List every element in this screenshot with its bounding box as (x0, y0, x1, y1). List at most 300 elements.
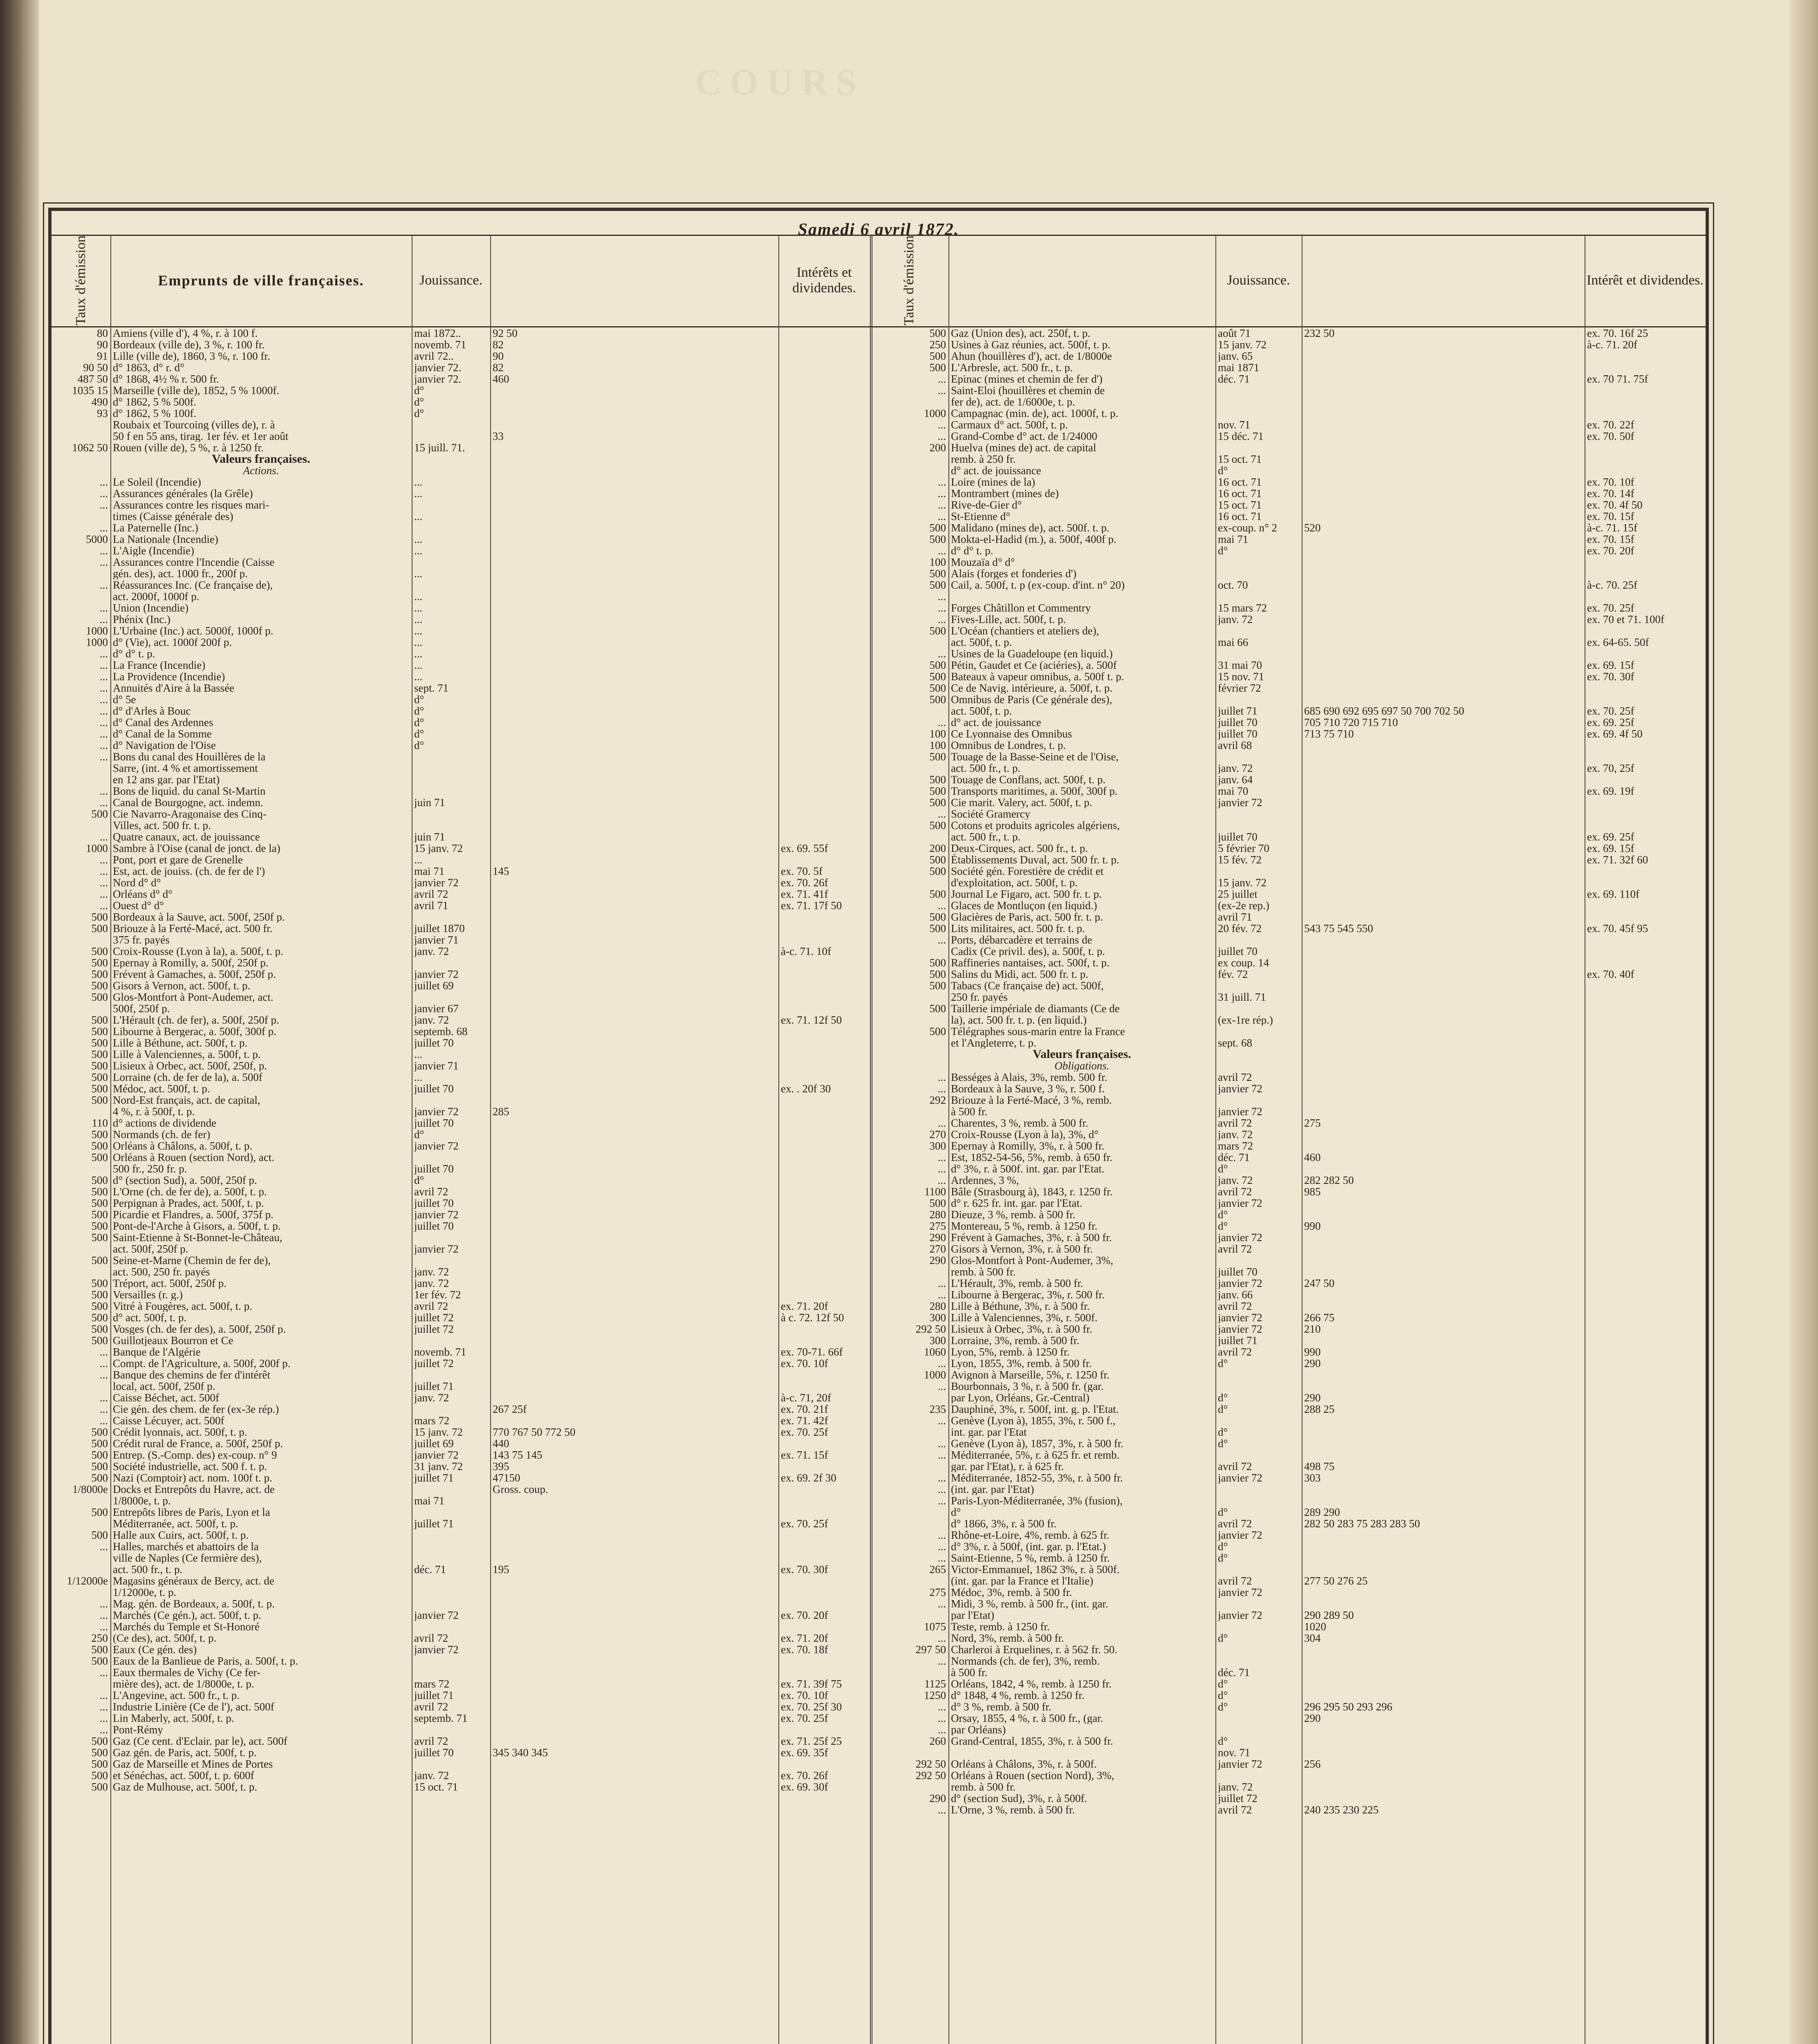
table-row (870, 1758, 1706, 1770)
dividend-cell (1585, 1232, 1687, 1243)
jouissance-cell: ... (414, 602, 423, 614)
dividend-cell (778, 1106, 870, 1117)
dividend-cell (778, 957, 870, 968)
dividend-cell (1585, 1003, 1687, 1014)
name-cell: Malidano (mines de), act. 500f. t. p. (951, 522, 1110, 533)
taux-cell: 90 (97, 339, 108, 350)
jouissance-cell: janvier 72 (414, 1209, 459, 1220)
name-cell: Lisieux à Orbec, act. 500f, 250f, p. (113, 1060, 267, 1071)
jouissance-cell: juillet 70 (414, 1083, 454, 1094)
name-cell: Usines à Gaz réunies, act. 500f, t. p. (951, 339, 1110, 350)
name-cell: L'Urbaine (Inc.) act. 5000f, 1000f p. (113, 625, 273, 637)
jouissance-cell (412, 808, 490, 820)
name-cell: Cail, a. 500f, t. p (ex-coup. d'int. n° 20) (951, 579, 1125, 591)
name-cell: Epinac (mines et chemin de fer d') (951, 373, 1103, 385)
price-cell (490, 476, 778, 488)
jouissance-cell (1215, 408, 1302, 419)
price-cell (490, 1598, 778, 1609)
name-cell: Quatre canaux, act. de jouissance (113, 831, 260, 843)
name-cell: Entrepôts libres de Paris, Lyon et la (113, 1506, 270, 1518)
page-title: Samedi 6 avril 1872. (798, 220, 959, 239)
name-cell: 500 fr., 250 fr. p. (113, 1163, 187, 1174)
jouissance-cell: janv. 72 (414, 1266, 449, 1278)
jouissance-cell: janv. 72 (414, 1770, 449, 1781)
table-row (52, 1472, 870, 1484)
price-cell: 685 690 692 695 697 50 700 702 50 (1304, 705, 1464, 717)
table-row (52, 1552, 870, 1564)
table-row (52, 1518, 870, 1529)
name-cell: Orléans à Rouen (section Nord), act. (113, 1152, 275, 1163)
price-cell (1302, 888, 1585, 900)
dividend-cell (778, 671, 870, 682)
jouissance-cell: ... (414, 1071, 423, 1083)
price-cell (1302, 854, 1585, 865)
jouissance-cell: ex coup. 14 (1218, 957, 1269, 968)
jouissance-cell (412, 991, 490, 1003)
table-row (52, 533, 870, 545)
table-row (52, 1323, 870, 1335)
taux-cell: 90 50 (83, 362, 108, 373)
jouissance-cell: janvier 72 (1218, 1312, 1262, 1323)
taux-cell (870, 1575, 948, 1587)
table-row (870, 1770, 1706, 1781)
price-cell (490, 762, 778, 774)
jouissance-cell: septemb. 71 (414, 1712, 468, 1724)
price-cell (1302, 591, 1585, 602)
table-row (52, 1484, 870, 1495)
table-row (870, 385, 1706, 396)
table-row (52, 671, 870, 682)
price-cell (490, 1312, 778, 1323)
price-cell (1302, 1071, 1585, 1083)
table-row (52, 717, 870, 728)
name-cell: Charleroi à Erquelines, r. à 562 fr. 50. (951, 1644, 1118, 1655)
name-cell: Marchés du Temple et St-Honoré (113, 1621, 260, 1632)
price-cell (490, 602, 778, 614)
table-row (870, 453, 1706, 465)
name-cell: Union (Incendie) (113, 602, 189, 614)
taux-cell: 500 (929, 785, 946, 797)
price-cell (490, 682, 778, 694)
taux-cell: 500 (929, 568, 946, 579)
taux-cell: ... (937, 900, 946, 911)
dividend-cell: ex. 70. 25f (1587, 602, 1634, 614)
price-cell (1302, 556, 1585, 568)
name-cell: Glaces de Montluçon (en liquid.) (951, 900, 1097, 911)
price-cell: 143 75 145 (493, 1449, 542, 1461)
dividend-cell: ex. 70. 15f (1587, 533, 1634, 545)
price-cell (1302, 339, 1585, 350)
price-cell (490, 900, 778, 911)
table-row (870, 1071, 1706, 1083)
name-cell: Transports maritimes, a. 500f, 300f p. (951, 785, 1118, 797)
taux-cell: ... (937, 1449, 946, 1461)
taux-cell (52, 774, 110, 785)
dividend-cell (778, 911, 870, 923)
taux-cell (870, 1506, 948, 1518)
jouissance-cell: janvier 72 (1218, 1529, 1262, 1541)
name-cell: Alais (forges et fonderies d') (951, 568, 1077, 579)
table-row (52, 808, 870, 820)
jouissance-cell (412, 774, 490, 785)
taux-cell: ... (99, 877, 108, 888)
dividend-cell (778, 1323, 870, 1335)
jouissance-cell: ... (414, 854, 423, 865)
jouissance-cell: 15 juill. 71. (414, 442, 465, 453)
taux-cell: 93 (97, 408, 108, 419)
jouissance-cell: juillet 1870 (414, 923, 465, 934)
table-row (870, 1644, 1706, 1655)
price-cell (490, 1724, 778, 1735)
taux-cell: ... (937, 1712, 946, 1724)
name-cell: Société gén. Forestière de crédit et (951, 865, 1104, 877)
dividend-cell: ex. . 20f 30 (781, 1083, 831, 1094)
dividend-cell (1585, 396, 1687, 408)
name-cell: act. 500 fr., t. p. (113, 1564, 183, 1575)
jouissance-cell (412, 762, 490, 774)
taux-cell: 292 50 (915, 1323, 946, 1335)
jouissance-cell: d° (1218, 1701, 1228, 1712)
name-cell: Sambre à l'Oise (canal de jonct. de la) (113, 843, 280, 854)
name-cell: Perpignan à Prades, act. 500f, t. p. (113, 1197, 264, 1209)
price-cell (490, 1335, 778, 1346)
taux-cell: ... (99, 1369, 108, 1381)
dividend-cell (778, 465, 870, 476)
jouissance-cell: 15 janv. 72 (414, 1426, 463, 1438)
name-cell: L'Hérault (ch. de fer), a. 500f, 250f p. (113, 1014, 279, 1026)
taux-cell: ... (937, 1358, 946, 1369)
table-row (52, 991, 870, 1003)
taux-cell (870, 1518, 948, 1529)
taux-cell: 290 (929, 1232, 946, 1243)
dividend-cell (1585, 1701, 1687, 1712)
table-row (870, 911, 1706, 923)
dividend-cell: ex. 70. 20f (1587, 545, 1634, 556)
taux-cell: 500 (91, 1300, 108, 1312)
price-cell: 498 75 (1304, 1461, 1335, 1472)
name-cell: Cie marit. Valery, act. 500f, t. p. (951, 797, 1092, 808)
jouissance-cell: janv. 72 (1218, 1174, 1253, 1186)
header-interets: Intérêts et dividendes. (792, 265, 856, 296)
jouissance-cell: juillet 72 (414, 1323, 454, 1335)
table-row (52, 1747, 870, 1758)
header-jouissance: Jouissance. (419, 273, 482, 288)
taux-cell: ... (937, 1804, 946, 1815)
jouissance-cell: janv. 72 (1218, 1129, 1253, 1140)
table-row (52, 1655, 870, 1667)
taux-cell: 500 (929, 694, 946, 705)
name-cell: Seine-et-Marne (Chemin de fer de), (113, 1255, 271, 1266)
name-cell: Valeurs françaises. (1033, 1049, 1131, 1060)
price-cell (1302, 1094, 1585, 1106)
price-cell (490, 1655, 778, 1667)
jouissance-cell (412, 1369, 490, 1381)
price-cell (1302, 1381, 1585, 1392)
jouissance-cell: janvier 72 (414, 1609, 459, 1621)
jouissance-cell: d° (1218, 1403, 1228, 1415)
dividend-cell (778, 362, 870, 373)
dividend-cell (1585, 1690, 1687, 1701)
jouissance-cell: mars 72 (414, 1415, 450, 1426)
dividend-cell: à-c. 71. 10f (781, 946, 831, 957)
price-cell (1302, 1140, 1585, 1152)
price-cell (490, 1346, 778, 1358)
dividend-cell (778, 831, 870, 843)
jouissance-cell: juillet 70 (1218, 728, 1258, 740)
table-row (52, 625, 870, 637)
dividend-cell (1585, 1358, 1687, 1369)
dividend-cell (778, 373, 870, 385)
price-cell (1302, 1529, 1585, 1541)
taux-cell: 500 (929, 1003, 946, 1014)
name-cell: Lisieux à Orbec, 3%, r. à 500 fr. (951, 1323, 1092, 1335)
dividend-cell (1585, 1026, 1687, 1037)
taux-cell: ... (99, 888, 108, 900)
table-row (870, 1575, 1706, 1587)
taux-cell: ... (99, 602, 108, 614)
jouissance-cell: 16 oct. 71 (1218, 476, 1262, 488)
dividend-cell (778, 1484, 870, 1495)
listing-rows (52, 327, 1706, 2044)
taux-cell: 1062 50 (72, 442, 108, 453)
price-cell (490, 808, 778, 820)
name-cell: d° act. de jouissance (951, 717, 1041, 728)
name-cell: Salins du Midi, act. 500 fr. t. p. (951, 968, 1088, 980)
price-cell: 145 (493, 865, 509, 877)
jouissance-cell: d° (1218, 1163, 1228, 1174)
name-cell: Montrambert (mines de) (951, 488, 1059, 499)
jouissance-cell (412, 1094, 490, 1106)
taux-cell: 500 (91, 1197, 108, 1209)
table-row (52, 968, 870, 980)
jouissance-cell: déc. 71 (414, 1564, 446, 1575)
name-cell: Roubaix et Tourcoing (villes de), r. à (113, 419, 275, 430)
jouissance-cell: 31 mai 70 (1218, 659, 1262, 671)
price-cell: 240 235 230 225 (1304, 1804, 1379, 1815)
jouissance-cell: janvier 67 (414, 1003, 459, 1014)
name-cell: Nord-Est français, act. de capital, (113, 1094, 260, 1106)
price-cell (490, 1255, 778, 1266)
dividend-cell (1585, 1266, 1687, 1278)
price-cell (490, 385, 778, 396)
dividend-cell (778, 1060, 870, 1071)
table-row (52, 511, 870, 522)
table-row (870, 1037, 1706, 1049)
dividend-cell (1585, 820, 1687, 831)
name-cell: Victor-Emmanuel, 1862 3%, r. à 500f. (951, 1564, 1120, 1575)
jouissance-cell (412, 1506, 490, 1518)
jouissance-cell: ... (414, 488, 423, 499)
taux-cell: 500 (91, 1335, 108, 1346)
jouissance-cell: janvier 71 (414, 934, 459, 946)
taux-cell (52, 1163, 110, 1174)
jouissance-cell (412, 1621, 490, 1632)
jouissance-cell (412, 1529, 490, 1541)
price-cell (1302, 1060, 1585, 1071)
table-row (870, 1266, 1706, 1278)
name-cell: Charentes, 3 %, remb. à 500 fr. (951, 1117, 1088, 1129)
price-cell: 47150 (493, 1472, 520, 1484)
price-cell (490, 1129, 778, 1140)
price-cell: 195 (493, 1564, 509, 1575)
taux-cell: 500 (91, 1014, 108, 1026)
name-cell: d° Canal de la Somme (113, 728, 212, 740)
dividend-cell (778, 408, 870, 419)
table-row (52, 568, 870, 579)
name-cell: 1/8000e, t. p. (113, 1495, 171, 1506)
price-cell: 705 710 720 715 710 (1304, 717, 1398, 728)
table-row (870, 1598, 1706, 1609)
jouissance-cell: d° (414, 705, 424, 717)
taux-cell: 500 (929, 659, 946, 671)
price-cell (490, 671, 778, 682)
price-cell: 296 295 50 293 296 (1304, 1701, 1392, 1712)
name-cell: Carmaux d° act. 500f, t. p. (951, 419, 1068, 430)
dividend-cell (778, 923, 870, 934)
name-cell: Lille à Valenciennes, a. 500f, t. p. (113, 1049, 261, 1060)
name-cell: Industrie Linière (Ce de l'), act. 500f (113, 1701, 274, 1712)
price-cell (1302, 1232, 1585, 1243)
table-row (52, 488, 870, 499)
table-row (870, 1140, 1706, 1152)
jouissance-cell: avril 72 (414, 1300, 448, 1312)
dividend-cell (778, 1621, 870, 1632)
table-row (870, 1667, 1706, 1678)
price-cell (490, 556, 778, 568)
taux-cell: ... (937, 1289, 946, 1300)
name-cell: ville de Naples (Ce fermière des), (113, 1552, 262, 1564)
price-cell (1302, 831, 1585, 843)
price-cell (1302, 545, 1585, 556)
dividend-cell (778, 1495, 870, 1506)
name-cell: Méditerranée, act. 500f, t. p. (113, 1518, 238, 1529)
table-row (52, 1781, 870, 1793)
jouissance-cell: avril 72 (1218, 1243, 1252, 1255)
taux-cell: 91 (97, 350, 108, 362)
dividend-cell (1585, 465, 1687, 476)
jouissance-cell (412, 1598, 490, 1609)
table-row (52, 430, 870, 442)
section-heading (870, 1049, 1706, 1060)
table-row (870, 1632, 1706, 1644)
price-cell (1302, 1266, 1585, 1278)
dividend-cell (1585, 1289, 1687, 1300)
table-row (52, 659, 870, 671)
jouissance-cell: d° (414, 396, 424, 408)
taux-cell: 500 (91, 1174, 108, 1186)
name-cell: d° 3%, r. à 500f, (int. gar. p. l'Etat.) (951, 1541, 1106, 1552)
price-cell (1302, 682, 1585, 694)
dividend-cell: ex. 69. 30f (781, 1781, 828, 1793)
table-row (52, 1300, 870, 1312)
taux-cell: ... (99, 682, 108, 694)
table-row (870, 1529, 1706, 1541)
dividend-cell: ex. 71. 17f 50 (781, 900, 842, 911)
taux-cell: ... (99, 865, 108, 877)
dividend-cell (1585, 1392, 1687, 1403)
dividend-cell (1585, 1587, 1687, 1598)
price-cell (490, 968, 778, 980)
name-cell: Crédit lyonnais, act. 500f, t. p. (113, 1426, 247, 1438)
jouissance-cell: juillet 72 (414, 1312, 454, 1323)
table-row (870, 1564, 1706, 1575)
price-cell (490, 1197, 778, 1209)
price-cell (490, 1037, 778, 1049)
jouissance-cell: juillet 71 (1218, 705, 1258, 717)
price-cell: 82 (493, 339, 504, 350)
dividend-cell (778, 488, 870, 499)
table-row (870, 888, 1706, 900)
price-cell: 90 (493, 350, 504, 362)
dividend-cell (1585, 1209, 1687, 1220)
price-cell (1302, 1163, 1585, 1174)
dividend-cell (778, 1381, 870, 1392)
dividend-cell (778, 1220, 870, 1232)
dividend-cell (1585, 362, 1687, 373)
name-cell: (int. gar. par l'Etat) (951, 1484, 1034, 1495)
price-cell: 543 75 545 550 (1304, 923, 1373, 934)
dividend-cell: ex. 70. 22f (1587, 419, 1634, 430)
table-row (52, 442, 870, 453)
taux-cell: 500 (91, 946, 108, 957)
taux-cell: ... (937, 1438, 946, 1449)
taux-cell (870, 396, 948, 408)
table-row (870, 1793, 1706, 1804)
price-cell (490, 717, 778, 728)
name-cell: Journal Le Figaro, act. 500 fr. t. p. (951, 888, 1102, 900)
table-row (52, 831, 870, 843)
table-row (52, 419, 870, 430)
jouissance-cell: janv. 72 (1218, 762, 1253, 774)
jouissance-cell: janv. 72 (1218, 614, 1253, 625)
dividend-cell (1585, 1403, 1687, 1415)
jouissance-cell (412, 419, 490, 430)
jouissance-cell: janvier 72 (1218, 1472, 1262, 1484)
table-row (870, 934, 1706, 946)
table-row (870, 1804, 1706, 1815)
name-cell: act. 500 fr., t. p. (951, 831, 1021, 843)
table-row (52, 728, 870, 740)
header-taux (52, 235, 110, 325)
taux-cell (870, 1461, 948, 1472)
jouissance-cell (412, 1667, 490, 1678)
table-row (870, 1346, 1706, 1358)
dividend-cell (778, 980, 870, 991)
price-cell (1302, 1415, 1585, 1426)
dividend-cell: ex. 71. 41f (781, 888, 828, 900)
dividend-cell: à-c. 71, 20f (781, 1392, 831, 1403)
jouissance-cell: sept. 71 (414, 682, 448, 694)
table-row (870, 831, 1706, 843)
price-cell: 210 (1304, 1323, 1321, 1335)
jouissance-cell: juin 71 (414, 797, 445, 808)
taux-cell: 500 (91, 1220, 108, 1232)
taux-cell (870, 1014, 948, 1026)
taux-cell: ... (937, 1552, 946, 1564)
subsection-heading (52, 465, 870, 476)
table-row (870, 499, 1706, 511)
name-cell: Croix-Rousse (Lyon à la), 3%, d° (951, 1129, 1098, 1140)
price-cell (1302, 1552, 1585, 1564)
table-row (870, 396, 1706, 408)
name-cell: Valeurs françaises. (212, 453, 310, 465)
taux-cell (870, 1037, 948, 1049)
name-cell: Pont-de-l'Arche à Gisors, a. 500f, t. p. (113, 1220, 281, 1232)
taux-cell: 265 (929, 1564, 946, 1575)
dividend-cell (778, 1655, 870, 1667)
name-cell: La Nationale (Incendie) (113, 533, 218, 545)
taux-cell (52, 511, 110, 522)
